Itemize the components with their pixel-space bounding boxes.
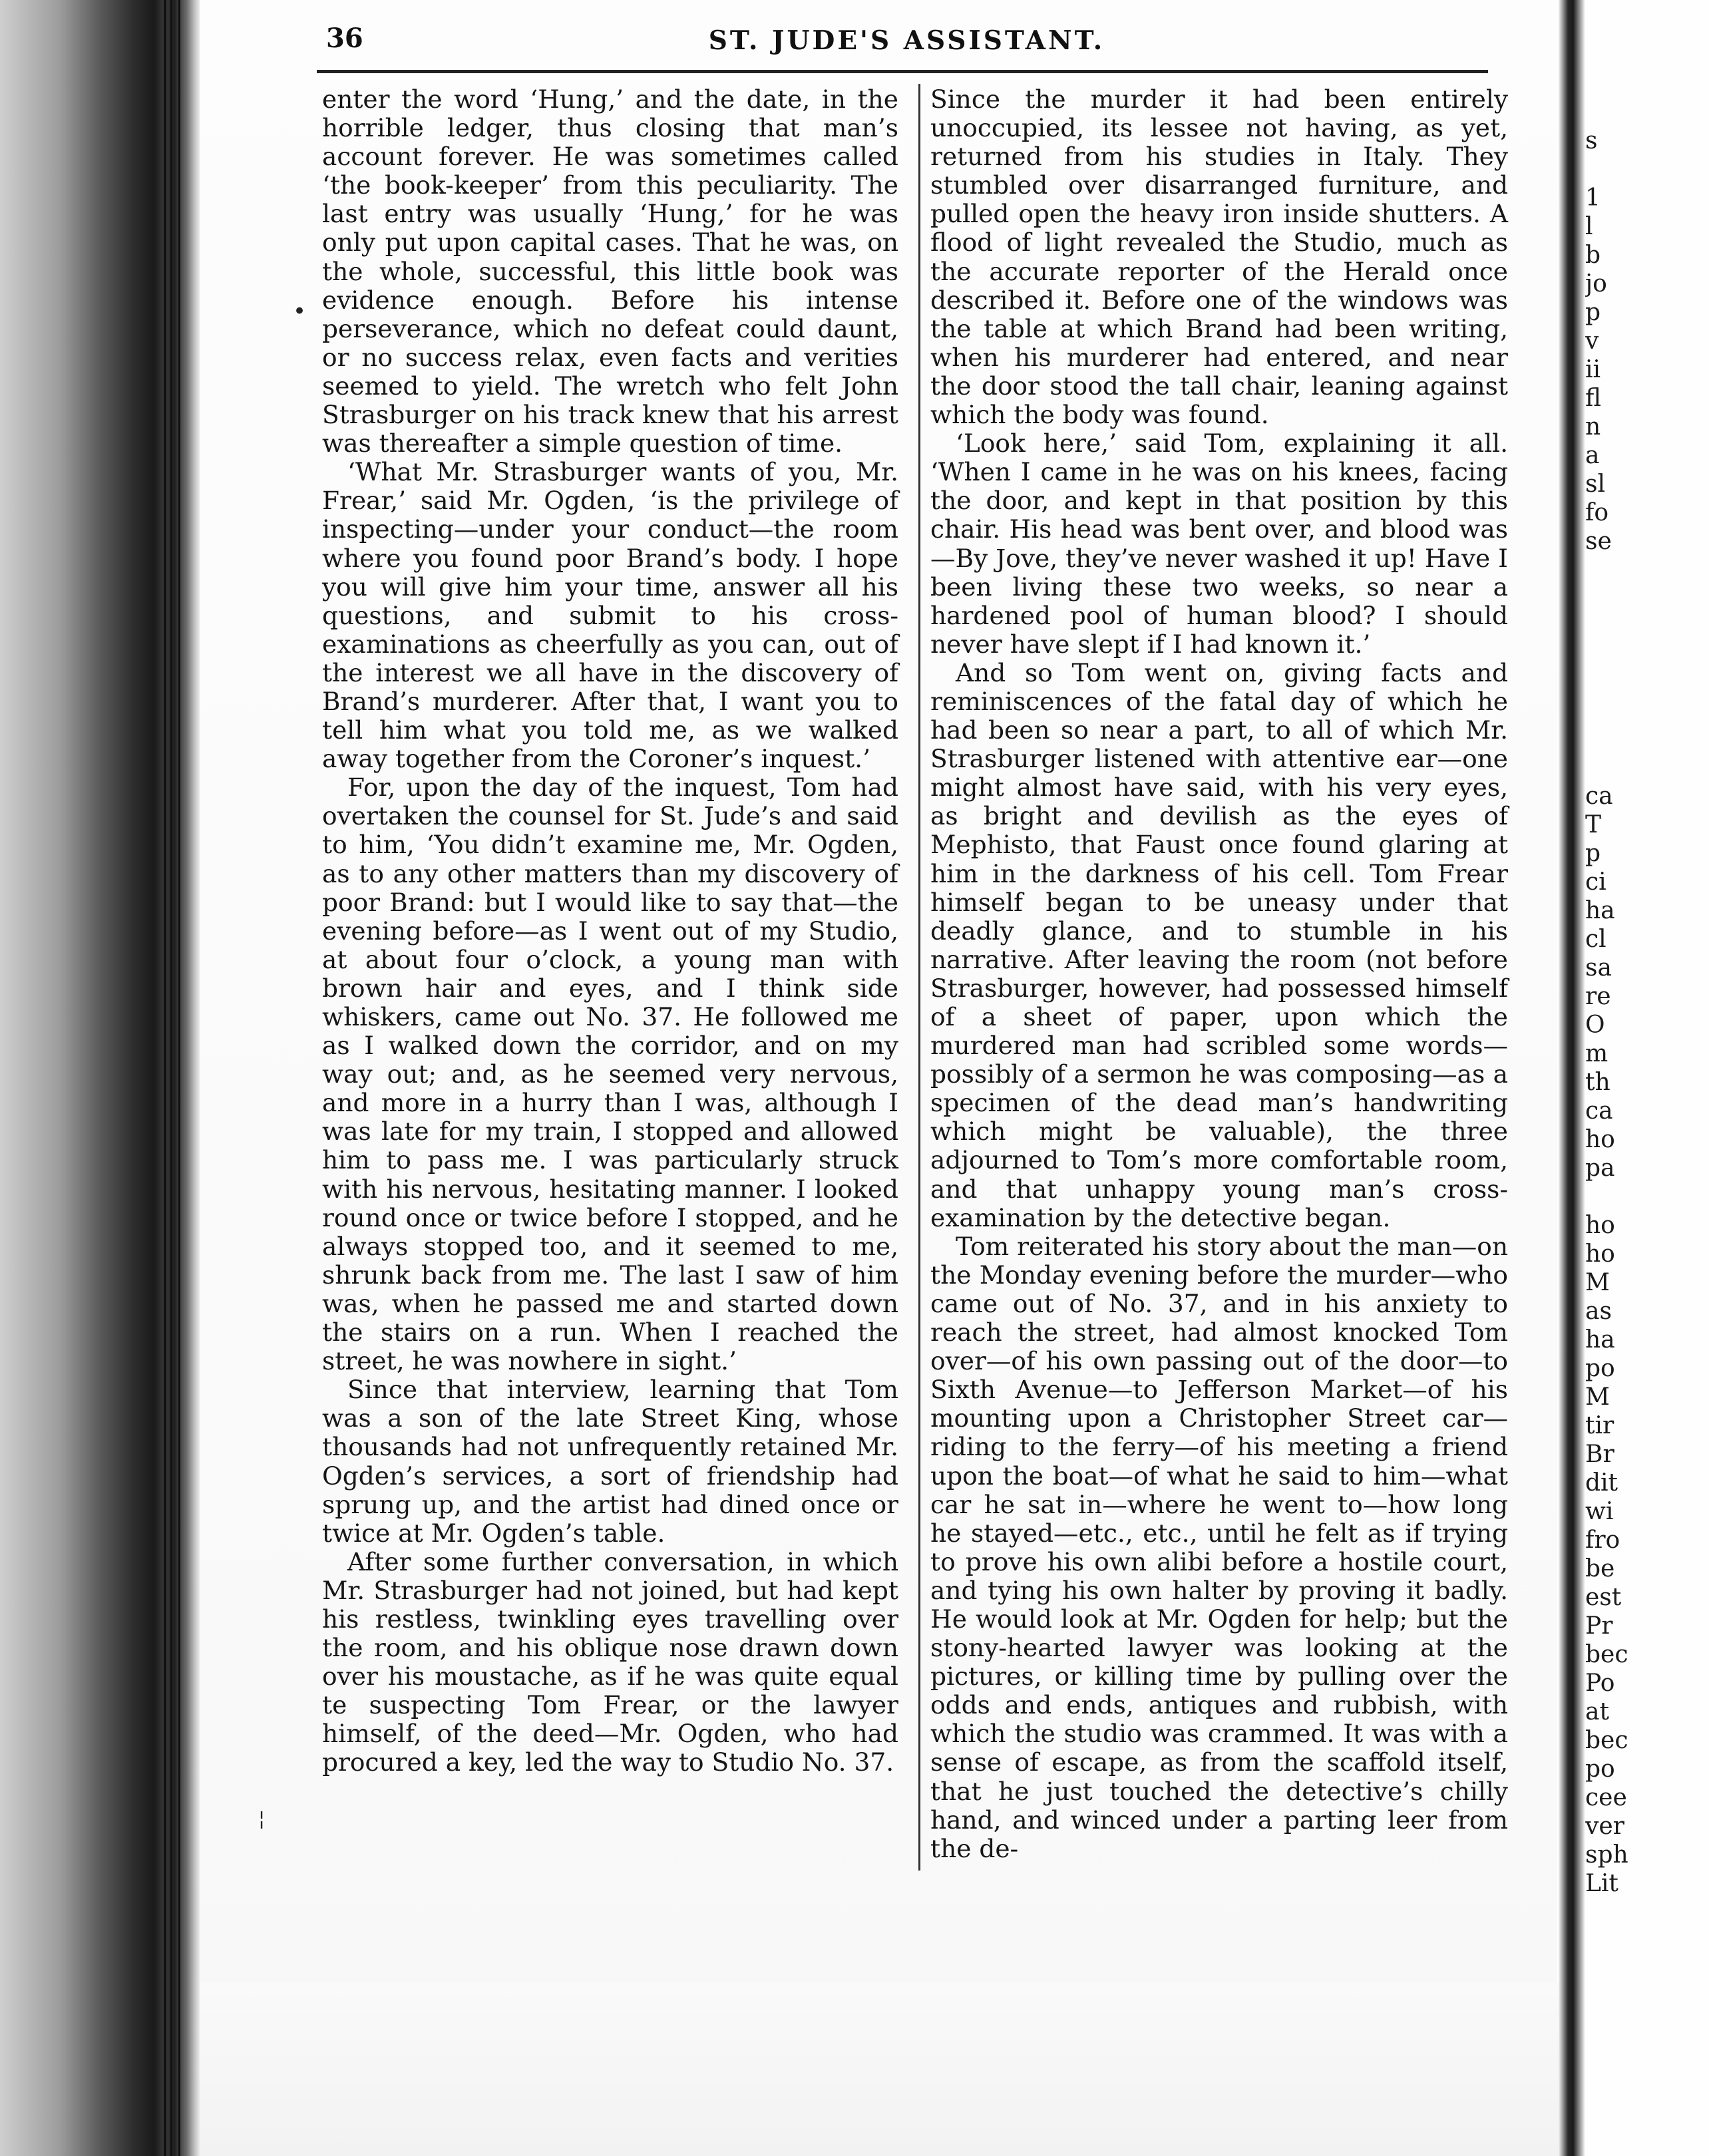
paragraph: After some further conversation, in which Mr. Strasburger had not joined, but had kept his restless, twinkling eyes travelling over the room, and his oblique nose drawn down over his moustache, as if he was quite equal te suspecting Tom Frear, or the lawyer himself, of the deed—Mr. Ogden, who had procured a key, led the way to Studio No. 37. (322, 1546, 898, 1777)
fragment-line: re (1585, 983, 1611, 1010)
fragment-line (1585, 1182, 1705, 1211)
fragment-line: po (1585, 1755, 1615, 1783)
fragment-line: fro (1585, 1527, 1620, 1554)
spine-edge-line (178, 0, 180, 2156)
adjacent-page-fragment-block (1585, 126, 1705, 556)
adjacent-page-edge (1585, 0, 1709, 2156)
fragment-line: Pr (1585, 1612, 1613, 1640)
right-column (930, 85, 1508, 1863)
fragment-line: ha (1585, 1326, 1615, 1353)
fragment-line: m (1585, 1040, 1609, 1067)
fragment-line: ho (1585, 1240, 1615, 1268)
paragraph: For, upon the day of the inquest, Tom had overtaken the counsel for St. Jude’s and said to him, ‘You didn’t examine me, Mr. Ogden, as to any other matters than my discovery of poor Brand: but I would like to say that—the evening before—as I went out of my Studio, at about four o’clock, a young man with brown hair and eyes, and I think side whiskers, came out No. 37. He followed me as I walked down the corridor, and on my way out; and, as he seemed very nervous, and more in a hurry than I was, although I was late for my train, I stopped and allowed him to pass me. I was particularly struck with his nervous, hesitating manner. I looked round once or twice before I stopped, and he always stopped too, and it seemed to me, shrunk back from me. The last I saw of him was, when he passed me and started down the stairs on a run. When I reached the street, he was nowhere in sight.’ (322, 773, 898, 1376)
fragment-line: po (1585, 1355, 1615, 1382)
running-title: ST. JUDE'S ASSISTANT. (708, 25, 1105, 56)
fragment-line: l (1585, 213, 1593, 240)
left-column (322, 85, 898, 1777)
fragment-line: be (1585, 1555, 1615, 1582)
paragraph: And so Tom went on, giving facts and reminiscences of the fatal day of which he had been so near a part, to all of which Mr. Strasburger listened with attentive ear—one might almost have said, with his very eyes, as bright and devilish as the eyes of Mephisto, that Faust once found glaring at him in the darkness of his cell. Tom Frear himself began to be uneasy under that deadly glance, and to stumble in his narrative. After leaving the room (not before Strasburger, however, had possessed himself of a sheet of paper, upon which the murdered man had scribled some words—possibly of a sermon he was composing—as a specimen of the dead man’s handwriting which might be valuable), the three adjourned to Tom’s more comfortable room, and that unhappy young man’s cross-examination by the detective began. (930, 657, 1508, 1232)
fragment-line: Lit (1585, 1870, 1618, 1897)
fragment-line: 1 (1585, 184, 1601, 212)
fragment-line: b (1585, 242, 1601, 269)
fragment-line: ca (1585, 783, 1613, 810)
fragment-line: cl (1585, 926, 1607, 953)
paragraph: ‘Look here,’ said Tom, explaining it all. ‘When I came in he was on his knees, facing the door, and kept in that position by this chair. His head was bent over, and blood was—By Jove, they’ve never washed it up! Have I been living these two weeks, so near a hardened pool of human blood? I should never have slept if I had known it.’ (930, 429, 1508, 659)
spine-edge-line (164, 0, 166, 2156)
fragment-line: ha (1585, 897, 1615, 924)
fragment-line: n (1585, 413, 1601, 441)
fragment-line: dit (1585, 1469, 1618, 1497)
adjacent-page-fragment-block (1585, 782, 1705, 1898)
paragraph: Since that interview, learning that Tom was a son of the late Street King, whose thousands had not unfrequently retained Mr. Ogden’s services, a sort of friendship had sprung up, and the artist had dined once or twice at Mr. Ogden’s table. (322, 1375, 898, 1548)
ink-dot: • (293, 298, 307, 325)
fragment-line: ho (1585, 1126, 1615, 1153)
fragment-line: jo (1585, 270, 1607, 297)
page-bottom-margin (200, 1983, 1564, 2156)
fragment-line: T (1585, 811, 1602, 838)
fragment-line: ci (1585, 868, 1607, 896)
fragment-line: v (1585, 327, 1599, 355)
fragment-line (1585, 155, 1705, 184)
header-rule (317, 70, 1488, 73)
paragraph: Since the murder it had been entirely unoccupied, its lessee not having, as yet, returned from his studies in Italy. They stumbled over disarranged furniture, and pulled open the heavy iron inside shutters. A flood of light revealed the Studio, much as the accurate reporter of the Herald once described it. Before one of the windows was the table at which Brand had been writing, when his murderer had entered, and near the door stood the tall chair, leaning against which the body was found. (930, 85, 1508, 430)
fragment-line: th (1585, 1069, 1611, 1096)
fragment-line: p (1585, 840, 1601, 867)
fragment-line: Br (1585, 1441, 1614, 1468)
fragment-line: a (1585, 442, 1600, 469)
fragment-line: at (1585, 1698, 1609, 1725)
paragraph: Tom reiterated his story about the man—on the Monday evening before the murder—who came out of No. 37, and in his anxiety to reach the street, had almost knocked Tom over—of his own passing out of the door—to Sixth Avenue—to Jefferson Market—of his mounting upon a Christopher Street car—riding to the ferry—of his meeting a friend upon the boat—of what he said to him—what car he sat in—where he went to—how long he stayed—etc., etc., until he felt as if trying to prove his own alibi before a hostile court, and tying his own halter by proving it badly. He would look at Mr. Ogden for help; but the stony-hearted lawyer was looking at the pictures, or killing time by pulling over the odds and ends, antiques and rubbish, with which the studio was crammed. It was with a sense of escape, as from the scaffold itself, that he just touched the detective’s chilly hand, and winced under a parting leer from the de- (930, 1231, 1508, 1863)
book-spine-shadow (0, 0, 200, 2156)
fragment-line: sa (1585, 954, 1612, 982)
column-divider (918, 84, 920, 1871)
page-number: 36 (326, 23, 363, 54)
spine-edge-line (170, 0, 172, 2156)
fragment-line: se (1585, 528, 1612, 555)
fragment-line: ca (1585, 1097, 1613, 1125)
fragment-line: s (1585, 127, 1598, 154)
paragraph: enter the word ‘Hung,’ and the date, in the horrible ledger, thus closing that man’s account forever. He was sometimes called ‘the book-keeper’ from this peculiarity. The last entry was usually ‘Hung,’ for he was only put upon capital cases. That he was, on the whole, successful, this little book was evidence enough. Before his intense perseverance, which no defeat could daunt, or no success relax, even facts and verities seemed to yield. The wretch who felt John Strasburger on his track knew that his arrest was thereafter a simple question of time. (322, 85, 898, 458)
fragment-line: ho (1585, 1212, 1615, 1239)
fragment-line: sl (1585, 470, 1605, 498)
fragment-line: fl (1585, 385, 1602, 412)
fragment-line: M (1585, 1269, 1610, 1296)
page-header (326, 17, 1487, 77)
fragment-line: wi (1585, 1498, 1614, 1525)
fragment-line: est (1585, 1584, 1622, 1611)
fragment-line: bec (1585, 1727, 1628, 1754)
fragment-line: Po (1585, 1670, 1615, 1697)
fragment-line: as (1585, 1298, 1612, 1325)
fragment-line: O (1585, 1011, 1605, 1039)
fragment-line: bec (1585, 1641, 1628, 1668)
fragment-line: sph (1585, 1841, 1628, 1869)
ink-mark: ¦ (258, 1807, 266, 1831)
fragment-line: tir (1585, 1412, 1614, 1439)
page-fold-gutter (1559, 0, 1585, 2156)
fragment-line: fo (1585, 499, 1609, 526)
fragment-line: p (1585, 299, 1601, 326)
fragment-line: cee (1585, 1784, 1627, 1811)
fragment-line: pa (1585, 1155, 1615, 1182)
fragment-line: ii (1585, 356, 1601, 383)
paragraph: ‘What Mr. Strasburger wants of you, Mr. Frear,’ said Mr. Ogden, ‘is the privilege of inspecting—under your conduct—the room where you found poor Brand’s body. I hope you will give him your time, answer all his questions, and submit to his cross-examinations as cheerfully as you can, out of the interest we all have in the discovery of Brand’s murderer. After that, I want you to tell him what you told me, as we walked away together from the Coroner’s inquest.’ (322, 457, 898, 774)
fragment-line: ver (1585, 1813, 1624, 1840)
fragment-line: M (1585, 1383, 1610, 1411)
